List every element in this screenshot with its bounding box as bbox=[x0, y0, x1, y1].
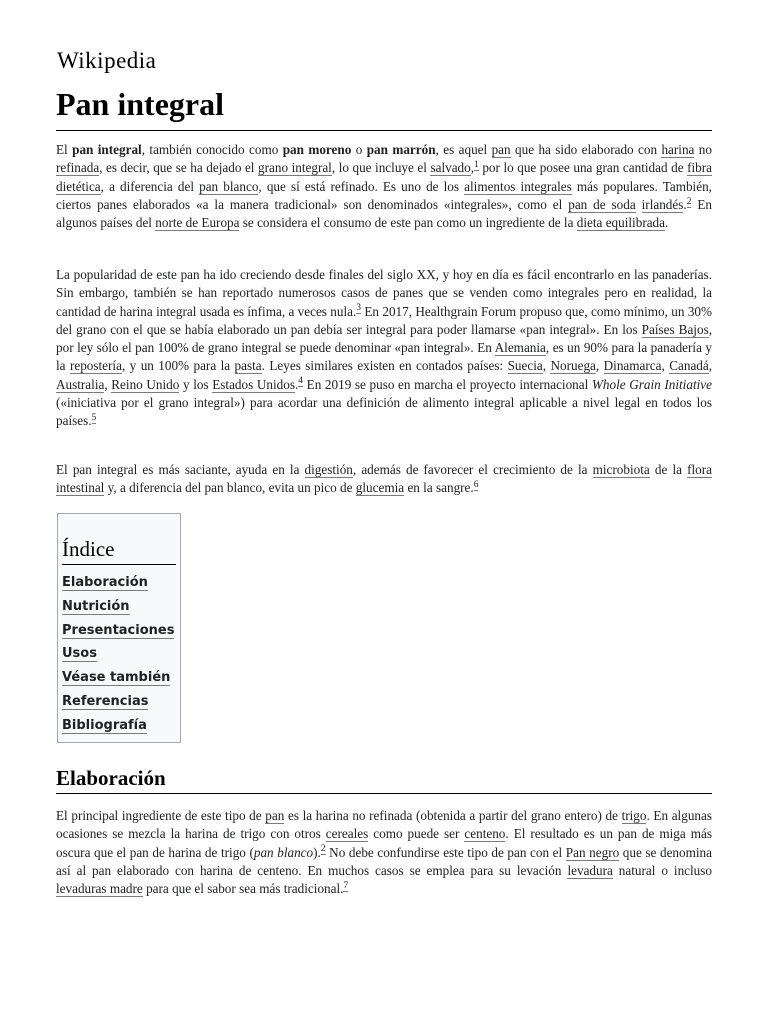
article-link[interactable]: dieta equilibrada bbox=[576, 215, 666, 231]
text-run bbox=[636, 197, 642, 212]
reference-link[interactable]: 1 bbox=[474, 159, 479, 170]
text-run: , que sí está refinado. Es uno de los bbox=[258, 178, 465, 194]
article-link[interactable]: digestión bbox=[304, 462, 353, 477]
article-link[interactable]: microbiota bbox=[592, 462, 650, 477]
text-run: , bbox=[708, 358, 713, 374]
article-link[interactable]: salvado bbox=[430, 160, 471, 176]
text-run: , a diferencia del bbox=[100, 178, 200, 194]
text-run: y los bbox=[179, 376, 213, 392]
section-heading-elaboracion: Elaboración bbox=[56, 765, 712, 794]
text-run: por lo que posee una gran cantidad de bbox=[478, 160, 688, 176]
toc-item-nutricion[interactable]: Nutrición bbox=[62, 598, 130, 614]
text-run: No debe confundirse este tipo de pan con el bbox=[325, 844, 566, 860]
page-title: Pan integral bbox=[56, 84, 712, 131]
text-run: , bbox=[542, 358, 551, 374]
text-run: es la harina no refinada (obtenida a partir del grano entero) de bbox=[284, 808, 622, 823]
text-run: no bbox=[694, 142, 712, 157]
text-run: . El resultado es un pan de miga más oscura que el pan de harina de trigo ( bbox=[56, 826, 712, 860]
text-run: , además de favorecer el crecimiento de la bbox=[352, 462, 593, 477]
text-run: ). bbox=[313, 844, 321, 860]
article-link[interactable]: Estados Unidos bbox=[212, 376, 295, 392]
reference-marker[interactable] bbox=[92, 413, 97, 424]
text-run: de la bbox=[649, 462, 688, 477]
article-link[interactable]: Alemania bbox=[494, 340, 546, 356]
text-run: El pan integral es más saciante, ayuda en la bbox=[56, 462, 305, 477]
reference-link[interactable]: 3 bbox=[356, 303, 362, 314]
article-link[interactable]: pan bbox=[265, 808, 285, 823]
article-link[interactable]: Dinamarca bbox=[603, 358, 662, 374]
bold-term: pan integral bbox=[72, 142, 142, 157]
article-link[interactable]: repostería bbox=[69, 358, 122, 374]
reference-link[interactable]: 5 bbox=[91, 412, 97, 423]
text-run: En algunos países del bbox=[56, 196, 712, 231]
text-run: se considera el consumo de este pan como un ingrediente de la bbox=[239, 215, 577, 231]
article-link[interactable]: pasta bbox=[234, 358, 262, 374]
intro-paragraph-3 bbox=[56, 461, 712, 498]
text-run: . bbox=[665, 215, 669, 231]
intro-paragraph-1 bbox=[56, 141, 712, 232]
toc-list bbox=[62, 574, 174, 741]
text-run: . bbox=[294, 376, 299, 392]
article-link[interactable]: pan de soda bbox=[568, 196, 636, 212]
article-link[interactable]: grano integral bbox=[258, 160, 332, 176]
text-run: en la sangre. bbox=[404, 480, 474, 496]
article-link[interactable]: irlandés bbox=[641, 196, 684, 212]
toc-item-bibliografia[interactable]: Bibliografía bbox=[62, 717, 147, 733]
bold-term: pan marrón bbox=[366, 142, 436, 157]
text-run: . Leyes similares existen en contados países: bbox=[261, 358, 508, 374]
article-link[interactable]: cereales bbox=[325, 826, 369, 842]
toc-item-usos[interactable]: Usos bbox=[62, 646, 97, 662]
toc-title: Índice bbox=[62, 536, 176, 565]
text-run: La popularidad de este pan ha ido creciendo desde finales del siglo XX, y hoy en día es fácil encontrarlo en las panaderías. Sin embargo, también se han reportado numerosos casos de panes que se venden como integrales pero en realidad, la cantidad de harina integral usada es ínfima, a veces nula. bbox=[56, 267, 712, 319]
text-run: , bbox=[470, 160, 475, 176]
article-link[interactable]: Pan negro bbox=[565, 844, 620, 860]
article-link[interactable]: norte de Europa bbox=[155, 215, 240, 231]
article-link[interactable]: trigo bbox=[621, 808, 647, 823]
article-link[interactable]: glucemia bbox=[355, 480, 405, 496]
article-link[interactable]: Reino Unido bbox=[111, 376, 180, 392]
text-run: . bbox=[683, 196, 687, 212]
text-run: y, a diferencia del pan blanco, evita un pico de bbox=[104, 480, 356, 496]
text-run: , lo que incluye el bbox=[331, 160, 431, 176]
section-paragraph-elaboracion bbox=[56, 807, 712, 898]
text-run: que se denomina así al pan elaborado con harina de centeno. En muchos casos se emplea para su levación bbox=[56, 844, 712, 878]
article-link[interactable]: refinada bbox=[56, 160, 100, 176]
article-link[interactable]: Canadá bbox=[669, 358, 709, 374]
text-run: como puede ser bbox=[368, 826, 465, 842]
article-link[interactable]: pan bbox=[491, 142, 511, 157]
article-link[interactable]: Australia bbox=[56, 376, 105, 392]
text-run: , bbox=[595, 358, 604, 374]
table-of-contents bbox=[57, 513, 181, 743]
italic-term: pan blanco bbox=[253, 844, 314, 860]
article-link[interactable]: fibra dietética bbox=[56, 160, 712, 194]
article-link[interactable]: centeno bbox=[464, 826, 506, 842]
toc-item-referencias[interactable]: Referencias bbox=[62, 693, 149, 709]
article-link[interactable]: Países Bajos bbox=[641, 321, 709, 337]
text-run: El principal ingrediente de este tipo de bbox=[56, 808, 266, 823]
article-link[interactable]: alimentos integrales bbox=[464, 178, 572, 194]
text-run: , y un 100% para la bbox=[121, 358, 235, 374]
logo-text: Wikipedia bbox=[57, 48, 157, 73]
text-run: , es aquel bbox=[435, 142, 492, 157]
italic-term: Whole Grain Initiative bbox=[591, 376, 712, 392]
text-run: En 2017, Healthgrain Forum propuso que, como mínimo, un 30% del grano con el que se había elaborado un pan debía ser integral para poder llamarse «pan integral». En los bbox=[56, 303, 712, 337]
text-run: más populares. También, ciertos panes elaborados «a la manera tradicional» son denominados «integrales», como el bbox=[56, 178, 712, 212]
text-run: , es un 90% para la panadería y la bbox=[56, 340, 713, 374]
toc-item-elaboracion[interactable]: Elaboración bbox=[62, 575, 148, 590]
text-run: , bbox=[661, 358, 670, 374]
text-run: En 2019 se puso en marcha el proyecto internacional bbox=[303, 376, 592, 392]
article-link[interactable]: levaduras madre bbox=[56, 881, 143, 897]
article-link[interactable]: harina bbox=[661, 142, 695, 157]
bold-term: pan moreno bbox=[282, 142, 352, 157]
text-run: El bbox=[56, 142, 73, 157]
reference-link[interactable]: 2 bbox=[320, 844, 326, 855]
article-link[interactable]: levadura bbox=[567, 862, 613, 878]
reference-link[interactable]: 4 bbox=[298, 376, 304, 387]
article-link[interactable]: Suecia bbox=[507, 358, 543, 374]
text-run: . En algunas ocasiones se mezcla la harina de trigo con otros bbox=[56, 808, 712, 842]
wikipedia-logo[interactable] bbox=[57, 48, 156, 74]
text-run: , también conocido como bbox=[141, 142, 283, 157]
text-run: que ha sido elaborado con bbox=[510, 142, 662, 157]
text-run: natural o incluso bbox=[612, 862, 712, 878]
text-run: , por ley sólo el pan 100% de grano integral se puede denominar «pan integral». En bbox=[56, 321, 712, 356]
reference-link[interactable]: 7 bbox=[343, 880, 349, 891]
reference-marker[interactable] bbox=[474, 480, 479, 491]
article-link[interactable]: pan blanco bbox=[199, 178, 259, 194]
toc-item-vease-tambien[interactable]: Véase también bbox=[62, 670, 171, 686]
text-run: , es decir, que se ha dejado el bbox=[99, 160, 259, 176]
toc-item-presentaciones[interactable]: Presentaciones bbox=[62, 622, 175, 638]
text-run: , bbox=[104, 376, 112, 392]
text-run: («iniciativa por el grano integral») para acordar una definición de alimento integral aplicable a nivel legal en todos los países. bbox=[56, 395, 712, 429]
reference-link[interactable]: 6 bbox=[473, 479, 479, 490]
reference-marker[interactable] bbox=[343, 881, 348, 892]
intro-paragraph-2 bbox=[56, 266, 712, 431]
reference-link[interactable]: 2 bbox=[686, 196, 692, 207]
article-link[interactable]: Noruega bbox=[550, 358, 596, 374]
text-run: o bbox=[351, 142, 367, 157]
text-run: para que el sabor sea más tradicional. bbox=[142, 881, 344, 897]
article-link[interactable]: flora intestinal bbox=[56, 462, 713, 496]
